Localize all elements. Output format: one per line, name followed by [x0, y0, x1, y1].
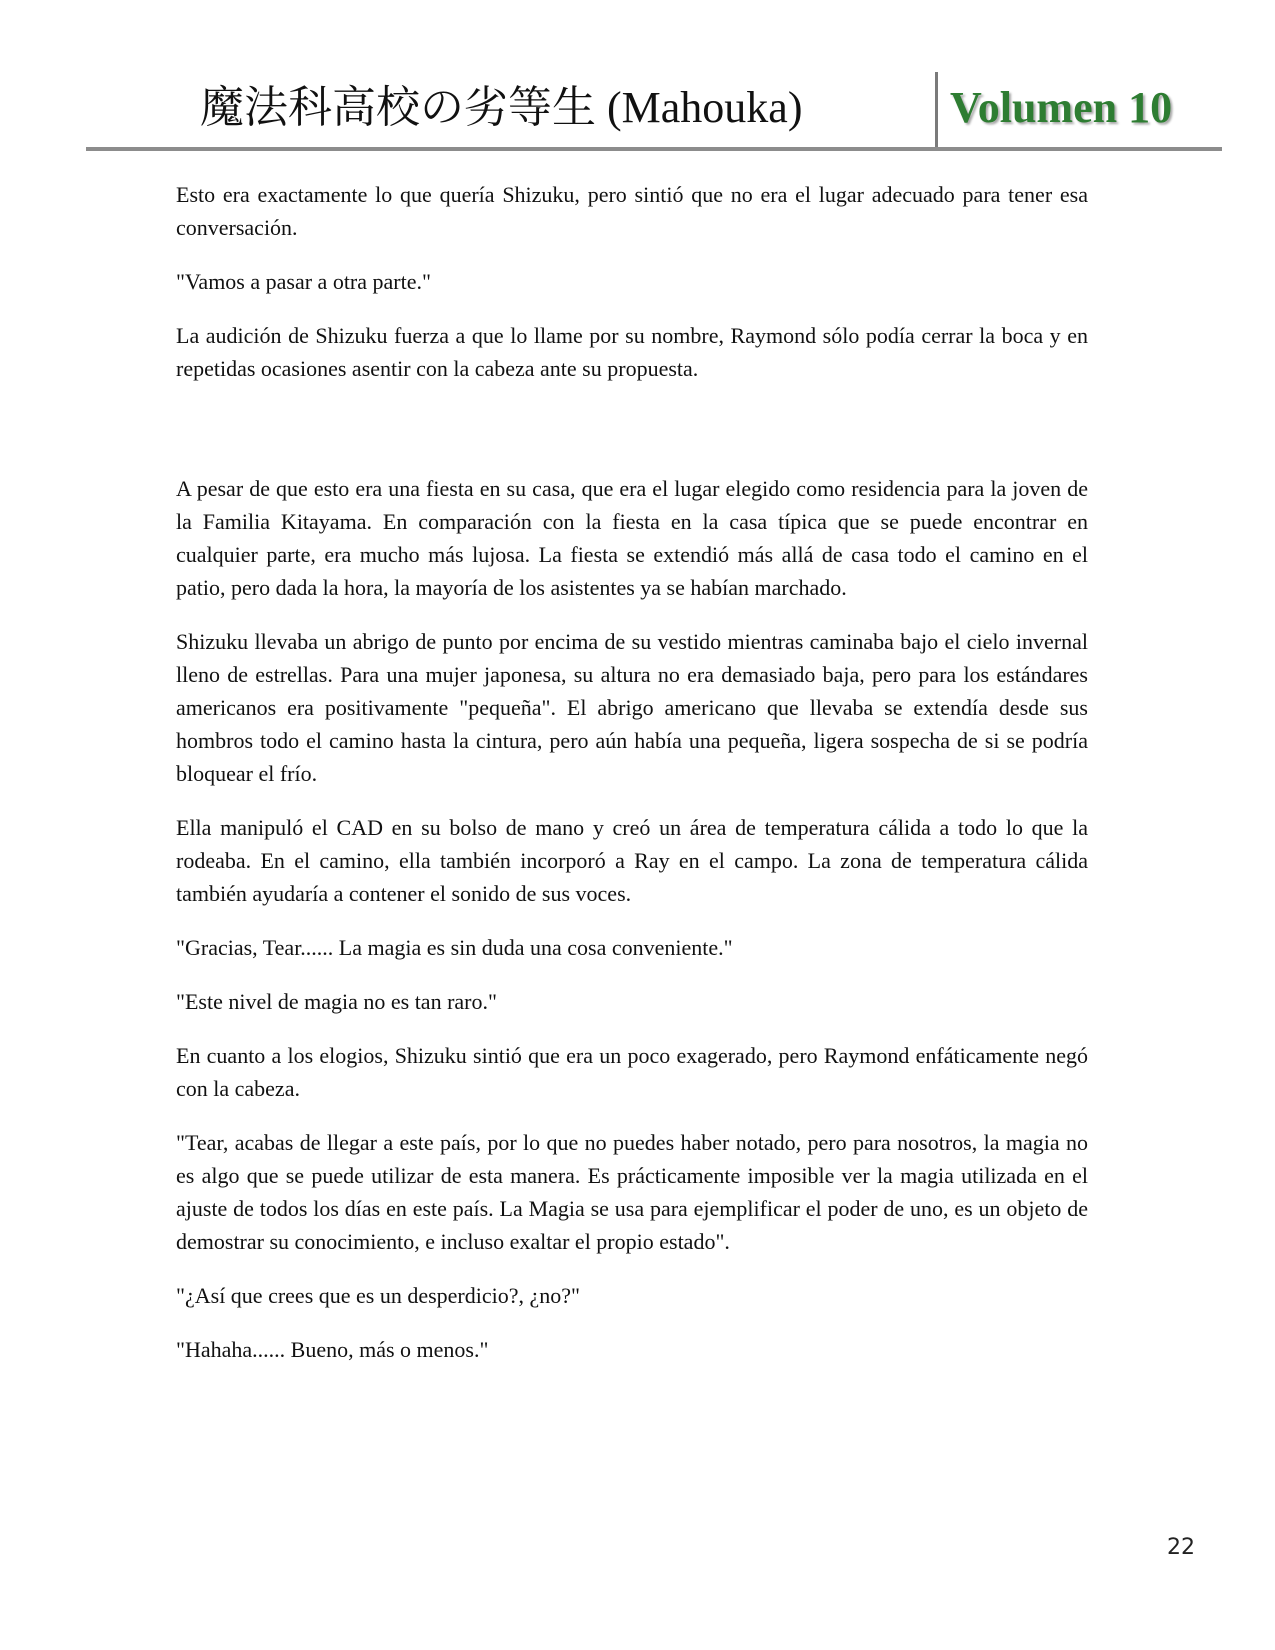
paragraph: A pesar de que esto era una fiesta en su casa, que era el lugar elegido como residencia para la joven de la Familia Kitayama. En comparación con la fiesta en la casa típica que se puede encontrar en cualquier parte, era mucho más lujosa. La fiesta se extendió más allá de casa todo el camino en el patio, pero dada la hora, la mayoría de los asistentes ya se habían marchado.	[176, 476, 1088, 600]
header-divider	[935, 72, 938, 150]
paragraph: Esto era exactamente lo que quería Shizuku, pero sintió que no era el lugar adecuado para tener esa conversación.	[176, 182, 1088, 240]
paragraph: "¿Así que crees que es un desperdicio?, ¿no?"	[176, 1283, 581, 1308]
paragraph: Shizuku llevaba un abrigo de punto por encima de su vestido mientras caminaba bajo el cielo invernal lleno de estrellas. Para una mujer japonesa, su altura no era demasiado baja, pero para los estándares americanos era positivamente "pequeña". El abrigo americano que llevaba se extendía desde sus hombros todo el camino hasta la cintura, pero aún había una pequeña, ligera sospecha de si se podría bloquear el frío.	[176, 629, 1088, 786]
paragraph: "Tear, acabas de llegar a este país, por lo que no puedes haber notado, pero para nosotros, la magia no es algo que se puede utilizar de esta manera. Es prácticamente imposible ver la magia utilizada en el ajuste de todos los días en este país. La Magia se usa para ejemplificar el poder de uno, es un objeto de demostrar su conocimiento, e incluso exaltar el propio estado".	[176, 1130, 1088, 1254]
volume-label: Volumen 10	[950, 83, 1173, 132]
body-text	[176, 178, 1088, 1387]
paragraph: La audición de Shizuku fuerza a que lo llame por su nombre, Raymond sólo podía cerrar la boca y en repetidas ocasiones asentir con la cabeza ante su propuesta.	[176, 323, 1088, 381]
paragraph: En cuanto a los elogios, Shizuku sintió que era un poco exagerado, pero Raymond enfáticamente negó con la cabeza.	[176, 1043, 1088, 1101]
page-number: 22	[1167, 1535, 1195, 1560]
header-rule	[86, 147, 1222, 151]
paragraph: Ella manipuló el CAD en su bolso de mano y creó un área de temperatura cálida a todo lo que la rodeaba. En el camino, ella también incorporó a Ray en el campo. La zona de temperatura cálida también ayudaría a contener el sonido de sus voces.	[176, 815, 1088, 906]
paragraph: "Gracias, Tear...... La magia es sin duda una cosa conveniente."	[176, 935, 733, 960]
paragraph: "Vamos a pasar a otra parte."	[176, 269, 431, 294]
paragraph: "Hahaha...... Bueno, más o menos."	[176, 1337, 489, 1362]
paragraph: "Este nivel de magia no es tan raro."	[176, 989, 497, 1014]
header-title: 魔法科高校の劣等生 (Mahouka)	[200, 83, 803, 132]
